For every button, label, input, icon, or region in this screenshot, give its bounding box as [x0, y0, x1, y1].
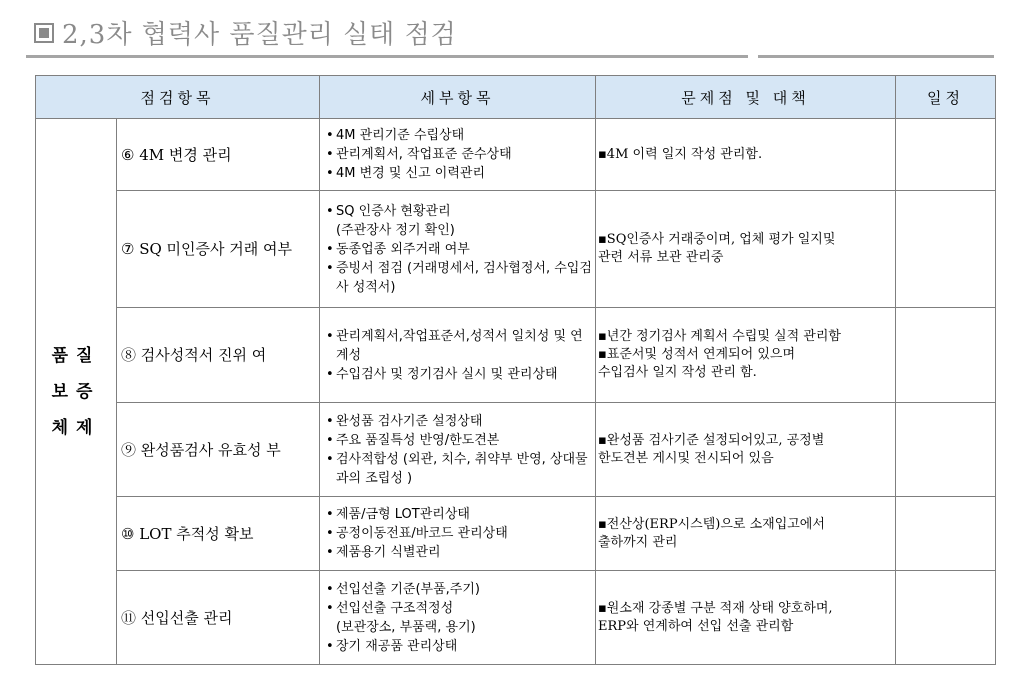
schedule-cell	[896, 497, 996, 571]
detail-cell	[320, 191, 596, 308]
detail-bullet: • 제품용기 식별관리	[326, 543, 593, 562]
problem-line: ▪완성품 검사기준 설정되어있고, 공정별	[598, 432, 825, 448]
table-row	[36, 191, 996, 308]
detail-bullet: • 관리계획서, 작업표준 준수상태	[326, 145, 593, 164]
problem-line: ▪전산상(ERP시스템)으로 소재입고에서	[598, 516, 825, 532]
detail-bullet: • 수입검사 및 정기검사 실시 및 관리상태	[326, 365, 593, 384]
detail-bullet: • 선입선출 구조적정성	[326, 599, 593, 618]
category-line: 체제	[51, 417, 101, 438]
detail-bullet: • 장기 재공품 관리상태	[326, 637, 593, 656]
schedule-cell	[896, 119, 996, 191]
problem-cell	[596, 119, 896, 191]
schedule-cell	[896, 308, 996, 403]
problem-line: 출하까지 관리	[598, 534, 678, 550]
detail-bullet: • 공정이동전표/바코드 관리상태	[326, 524, 593, 543]
detail-cell	[320, 571, 596, 665]
item-cell: ⑨ 완성품검사 유효성 부	[117, 403, 320, 497]
detail-bullet: • 검사적합성 (외관, 치수, 취약부 반영, 상대물과의 조립성 )	[326, 450, 593, 488]
problem-cell	[596, 403, 896, 497]
header-detail-item: 세부항목	[320, 76, 596, 119]
item-cell: ⑥ 4M 변경 관리	[117, 119, 320, 191]
header-schedule: 일정	[896, 76, 996, 119]
problem-line: ▪표준서및 성적서 연계되어 있으며	[598, 347, 796, 362]
problem-line: 관련 서류 보관 관리중	[598, 250, 724, 265]
square-bullet-icon	[34, 23, 54, 43]
table-row	[36, 308, 996, 403]
schedule-cell	[896, 191, 996, 308]
detail-bullet: • 동종업종 외주거래 여부	[326, 240, 593, 259]
problem-line: ▪원소재 강종별 구분 적재 상태 양호하며,	[598, 600, 833, 616]
header-inspection-item: 점검항목	[36, 76, 320, 119]
problem-line: 수입검사 일지 작성 관리 함.	[598, 365, 757, 380]
item-cell: ⑦ SQ 미인증사 거래 여부	[117, 191, 320, 308]
problem-cell	[596, 571, 896, 665]
table-row	[36, 403, 996, 497]
table-row	[36, 497, 996, 571]
table-row	[36, 119, 996, 191]
detail-bullet: • 4M 변경 및 신고 이력관리	[326, 164, 593, 183]
problem-cell	[596, 191, 896, 308]
detail-cell	[320, 308, 596, 403]
detail-bullet: • SQ 인증사 현황관리	[326, 202, 593, 221]
detail-cell	[320, 119, 596, 191]
detail-bullet: • 관리계획서,작업표준서,성적서 일치성 및 연계성	[326, 327, 593, 365]
schedule-cell	[896, 571, 996, 665]
detail-bullet: • 제품/금형 LOT관리상태	[326, 505, 593, 524]
detail-cell	[320, 403, 596, 497]
title-underline	[26, 55, 748, 58]
problem-line: 한도견본 게시및 전시되어 있음	[598, 450, 774, 466]
detail-cell	[320, 497, 596, 571]
header-problem-and-measure: 문제점 및 대책	[596, 76, 896, 119]
detail-bullet: • 4M 관리기준 수립상태	[326, 126, 593, 145]
problem-cell	[596, 497, 896, 571]
detail-bullet: • 선입선출 기준(부품,주기)	[326, 580, 593, 599]
category-line: 품질	[51, 345, 101, 366]
category-line: 보증	[51, 381, 101, 402]
schedule-cell	[896, 403, 996, 497]
problem-line: ▪SQ인증사 거래중이며, 업체 평가 일지및	[598, 232, 836, 247]
detail-bullet: • 증빙서 점검 (거래명세서, 검사협정서, 수입검사 성적서)	[326, 259, 593, 297]
page-title	[34, 14, 457, 51]
inspection-table	[35, 75, 996, 665]
detail-bullet: • 완성품 검사기준 설정상태	[326, 412, 593, 431]
detail-bullet: (주관장사 정기 확인)	[336, 222, 455, 238]
problem-line: ▪년간 정기검사 계획서 수립및 실적 관리함	[598, 329, 841, 344]
problem-line: ERP와 연계하여 선입 선출 관리함	[598, 618, 794, 634]
page-title-text: 2,3차 협력사 품질관리 실태 점검	[62, 20, 457, 50]
detail-bullet: • 주요 품질특성 반영/한도견본	[326, 431, 593, 450]
item-cell: ⑪ 선입선출 관리	[117, 571, 320, 665]
item-cell: ⑧ 검사성적서 진위 여	[117, 308, 320, 403]
problem-line: ▪4M 이력 일지 작성 관리함.	[598, 146, 763, 162]
table-row	[36, 571, 996, 665]
title-underline-right	[758, 55, 994, 58]
table-header-row	[36, 76, 996, 119]
category-cell	[36, 119, 117, 665]
detail-bullet: (보관장소, 부품랙, 용기)	[336, 619, 476, 635]
problem-cell	[596, 308, 896, 403]
item-cell: ⑩ LOT 추적성 확보	[117, 497, 320, 571]
